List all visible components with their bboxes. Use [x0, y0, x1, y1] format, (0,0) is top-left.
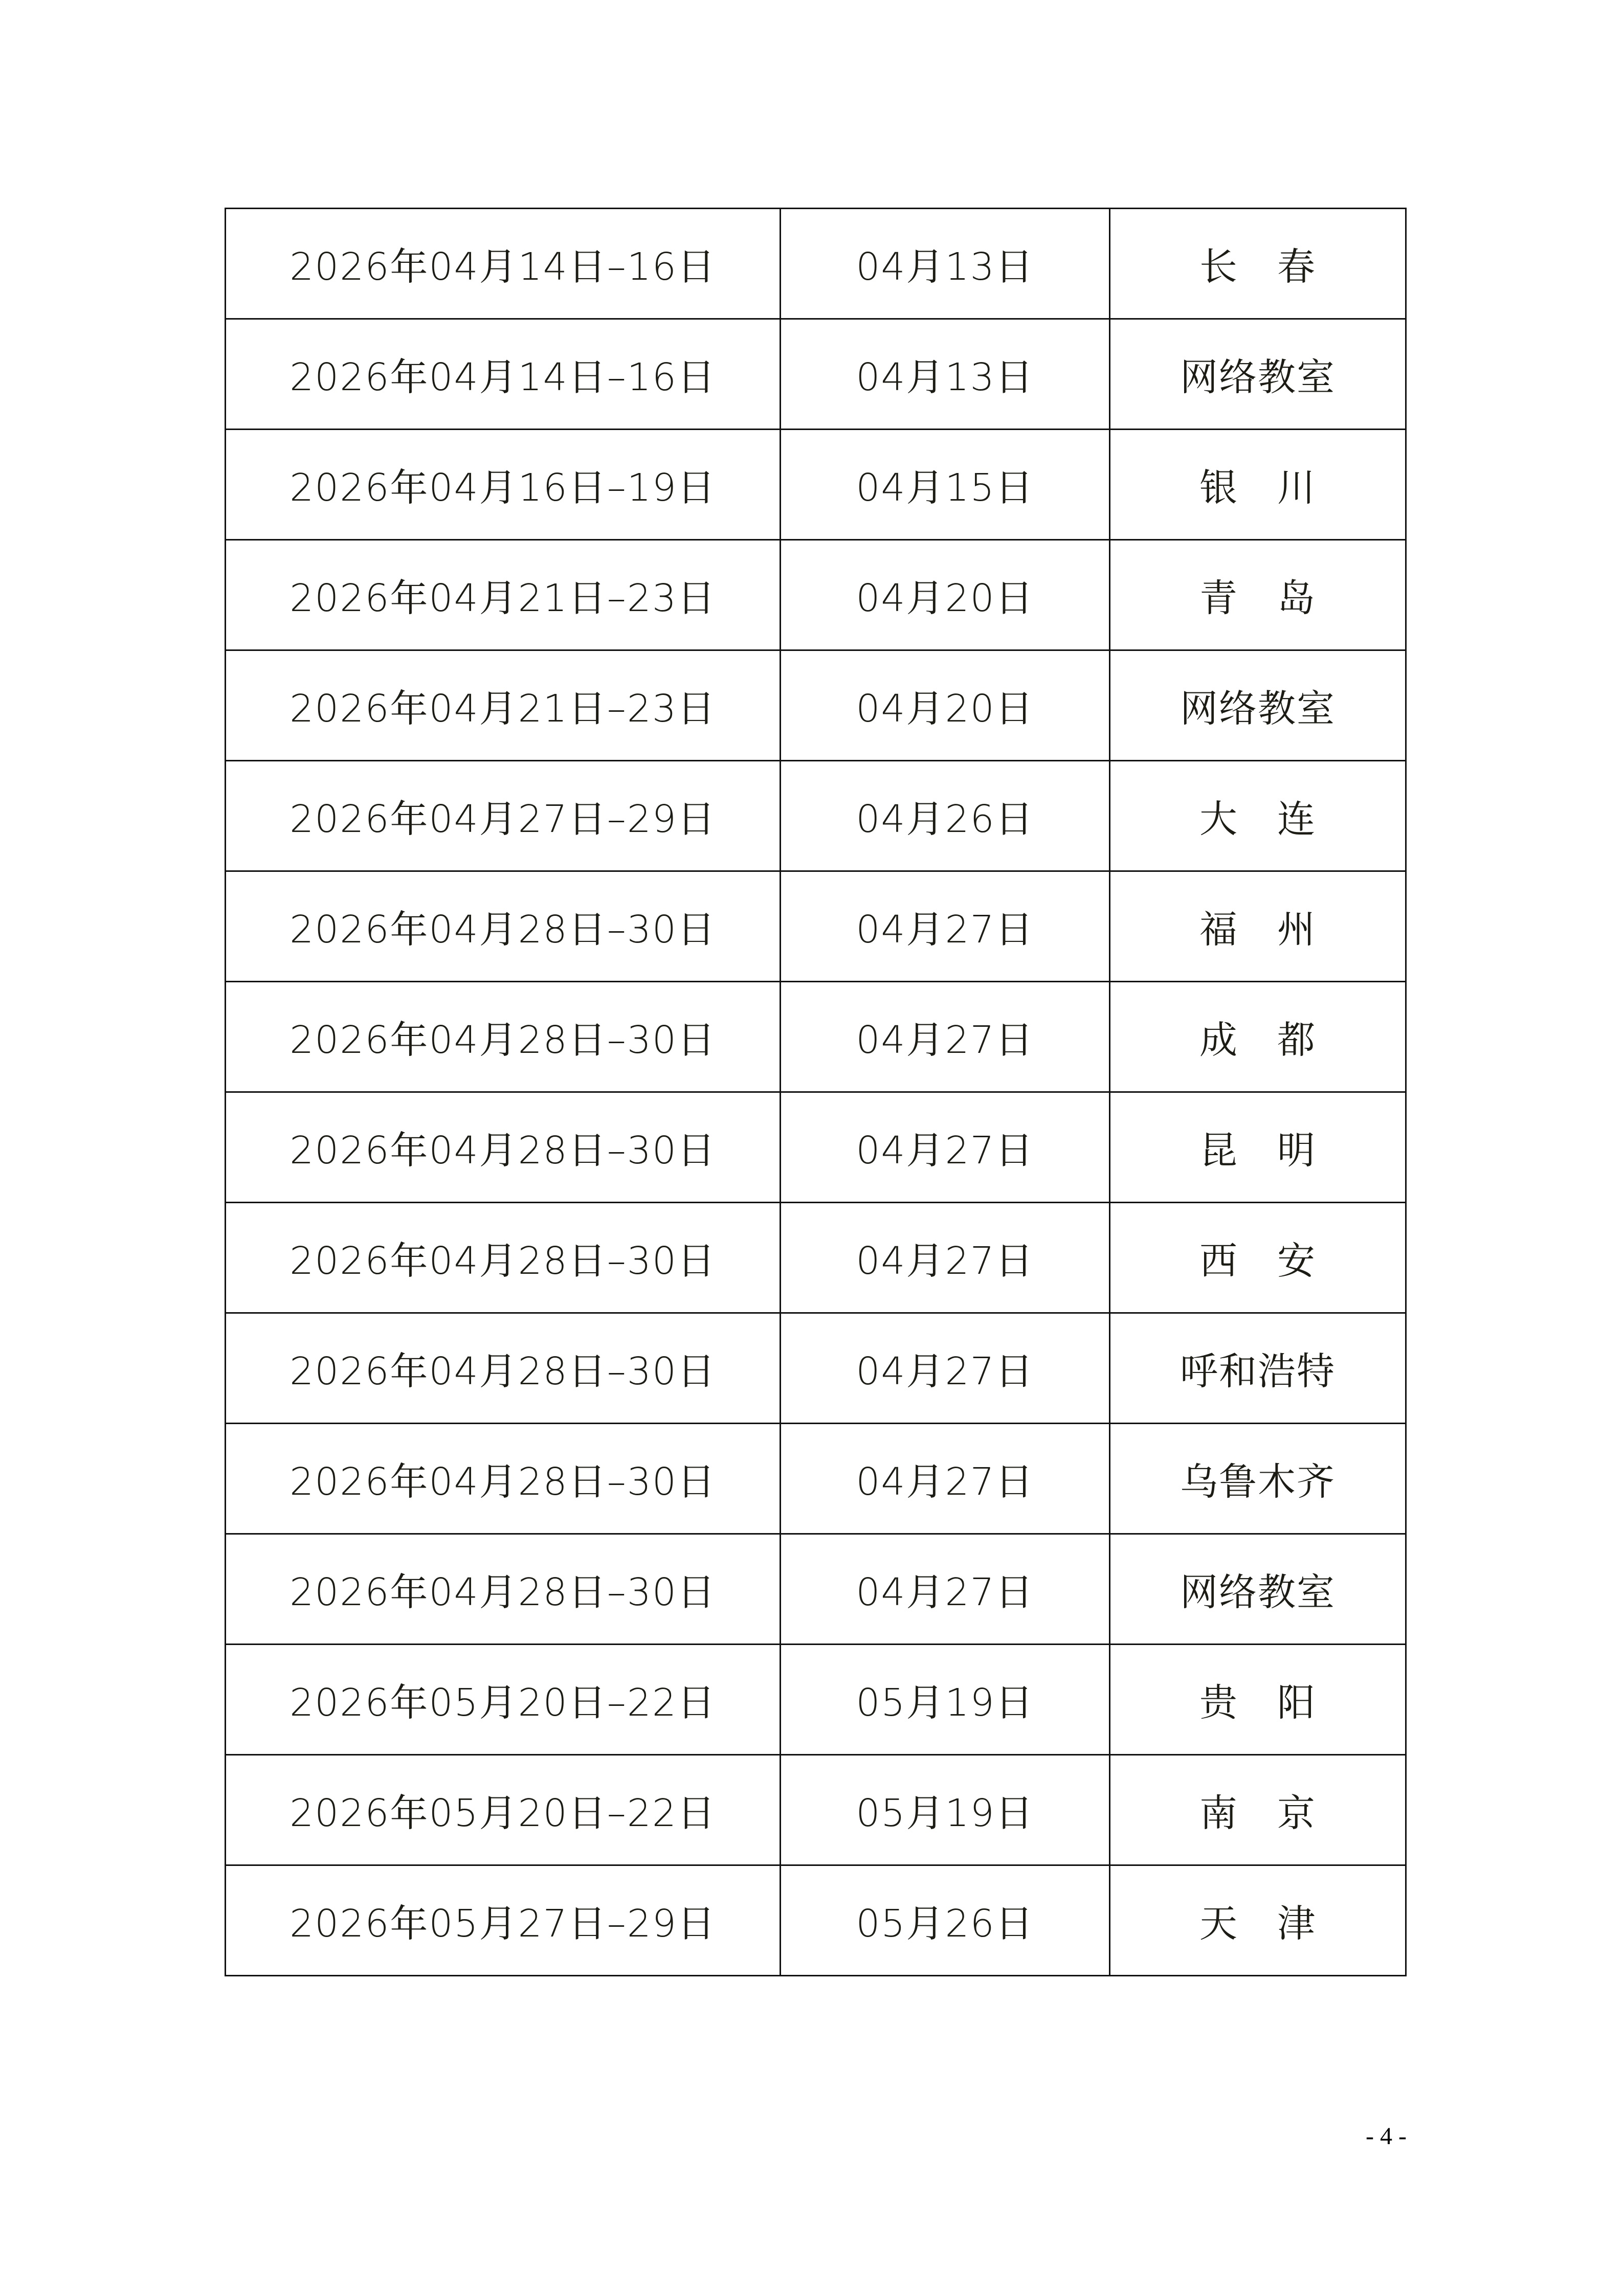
page-number: - 4 -	[1366, 2123, 1407, 2150]
report-date-cell: 04月26日	[781, 761, 1110, 871]
table-row	[226, 319, 1406, 430]
report-date-cell: 04月27日	[781, 1092, 1110, 1203]
location-cell: 西 安	[1110, 1203, 1406, 1313]
period-cell: 2026年04月27日–29日	[226, 761, 781, 871]
location-cell: 成 都	[1110, 982, 1406, 1092]
table-row	[226, 1755, 1406, 1865]
period-cell: 2026年04月28日–30日	[226, 1534, 781, 1645]
schedule-table	[225, 208, 1407, 1976]
report-date-cell: 04月27日	[781, 1203, 1110, 1313]
report-date-cell: 04月13日	[781, 319, 1110, 430]
period-cell: 2026年05月20日–22日	[226, 1755, 781, 1865]
location-cell: 青 岛	[1110, 540, 1406, 650]
location-cell: 网络教室	[1110, 319, 1406, 430]
table-row	[226, 1865, 1406, 1976]
period-cell: 2026年05月27日–29日	[226, 1865, 781, 1976]
period-cell: 2026年04月28日–30日	[226, 1092, 781, 1203]
period-cell: 2026年04月28日–30日	[226, 1313, 781, 1424]
location-cell: 昆 明	[1110, 1092, 1406, 1203]
table-row	[226, 1092, 1406, 1203]
report-date-cell: 04月27日	[781, 1313, 1110, 1424]
table-row	[226, 761, 1406, 871]
location-cell: 乌鲁木齐	[1110, 1424, 1406, 1534]
report-date-cell: 04月15日	[781, 430, 1110, 540]
table-row	[226, 1534, 1406, 1645]
location-cell: 网络教室	[1110, 650, 1406, 761]
period-cell: 2026年05月20日–22日	[226, 1645, 781, 1755]
report-date-cell: 04月27日	[781, 1424, 1110, 1534]
table-row	[226, 1424, 1406, 1534]
location-cell: 福 州	[1110, 871, 1406, 982]
table-row	[226, 1203, 1406, 1313]
table-row	[226, 982, 1406, 1092]
report-date-cell: 04月27日	[781, 1534, 1110, 1645]
period-cell: 2026年04月28日–30日	[226, 1203, 781, 1313]
table-row	[226, 871, 1406, 982]
report-date-cell: 04月13日	[781, 209, 1110, 319]
table-row	[226, 650, 1406, 761]
table-row	[226, 209, 1406, 319]
period-cell: 2026年04月16日–19日	[226, 430, 781, 540]
report-date-cell: 04月20日	[781, 650, 1110, 761]
report-date-cell: 04月20日	[781, 540, 1110, 650]
location-cell: 贵 阳	[1110, 1645, 1406, 1755]
report-date-cell: 04月27日	[781, 982, 1110, 1092]
report-date-cell: 05月26日	[781, 1865, 1110, 1976]
location-cell: 银 川	[1110, 430, 1406, 540]
report-date-cell: 05月19日	[781, 1755, 1110, 1865]
period-cell: 2026年04月14日–16日	[226, 209, 781, 319]
report-date-cell: 05月19日	[781, 1645, 1110, 1755]
location-cell: 长 春	[1110, 209, 1406, 319]
period-cell: 2026年04月21日–23日	[226, 650, 781, 761]
period-cell: 2026年04月28日–30日	[226, 1424, 781, 1534]
period-cell: 2026年04月21日–23日	[226, 540, 781, 650]
location-cell: 天 津	[1110, 1865, 1406, 1976]
table-row	[226, 540, 1406, 650]
location-cell: 呼和浩特	[1110, 1313, 1406, 1424]
location-cell: 网络教室	[1110, 1534, 1406, 1645]
location-cell: 南 京	[1110, 1755, 1406, 1865]
period-cell: 2026年04月14日–16日	[226, 319, 781, 430]
table-row	[226, 430, 1406, 540]
period-cell: 2026年04月28日–30日	[226, 871, 781, 982]
table-row	[226, 1645, 1406, 1755]
period-cell: 2026年04月28日–30日	[226, 982, 781, 1092]
table-row	[226, 1313, 1406, 1424]
report-date-cell: 04月27日	[781, 871, 1110, 982]
location-cell: 大 连	[1110, 761, 1406, 871]
